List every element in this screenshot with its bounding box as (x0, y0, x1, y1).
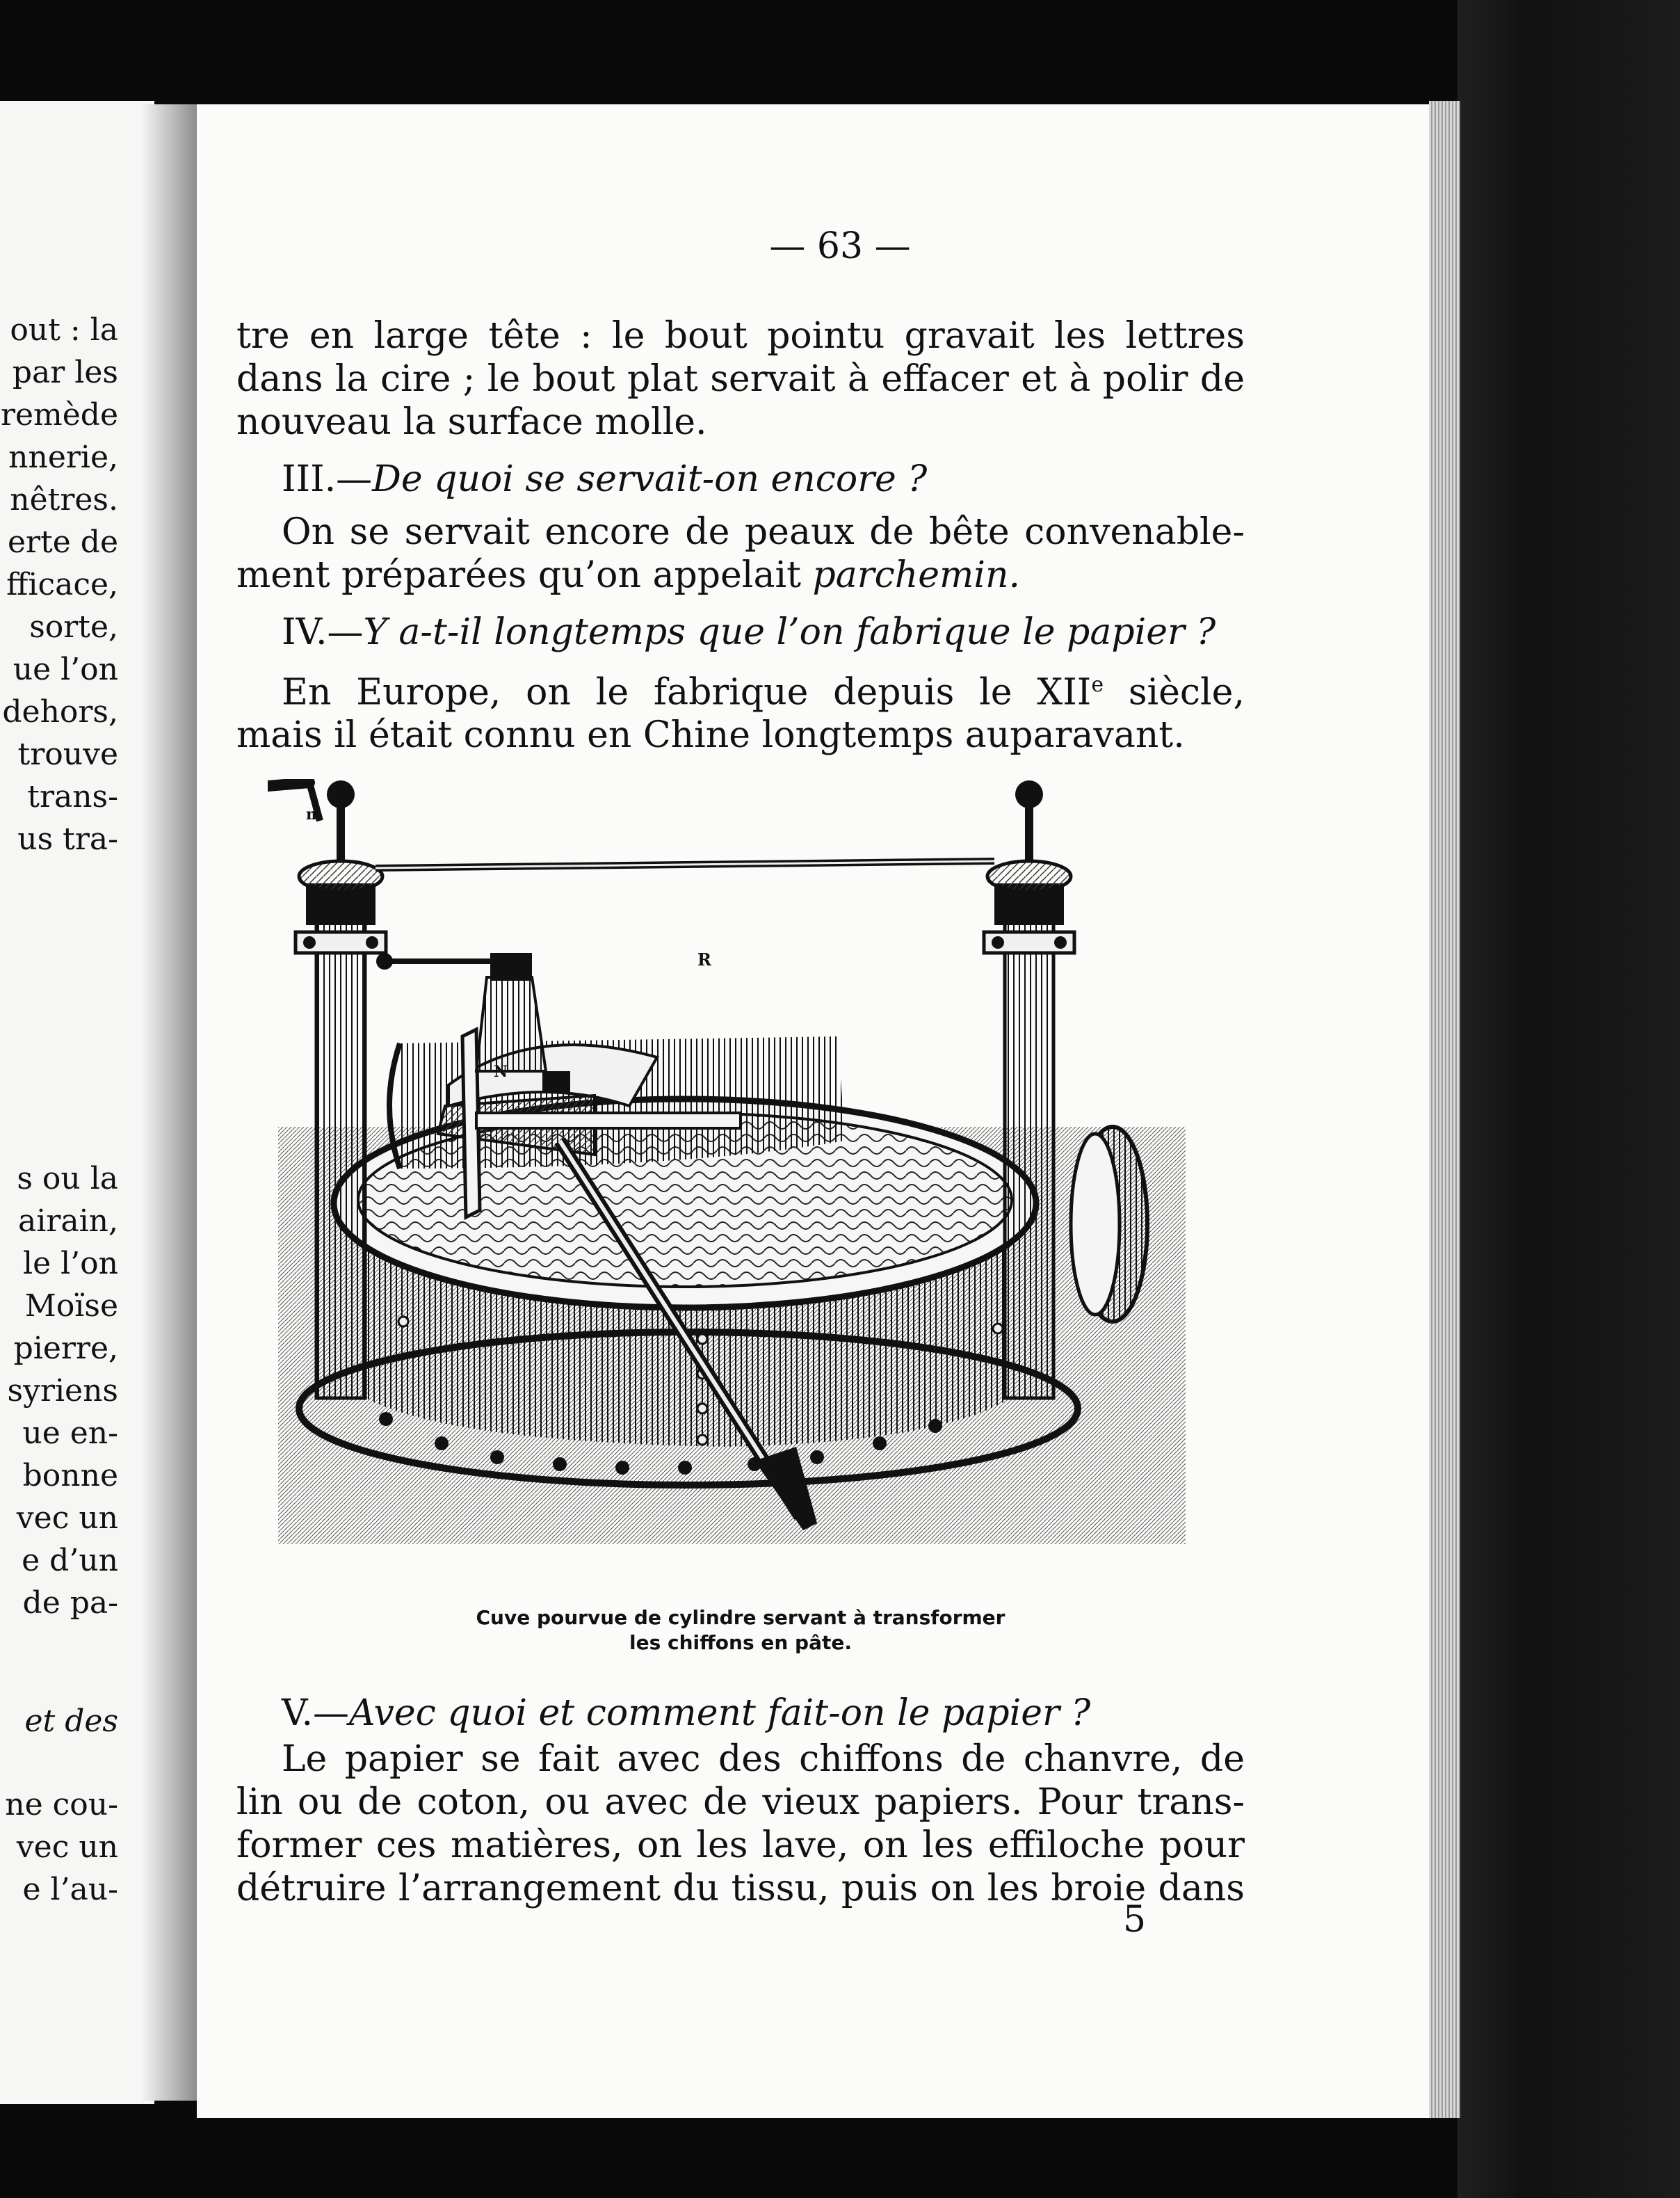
answer-line: former ces matières, on les lave, on les effiloche pour (236, 1824, 1245, 1866)
page-edges (1429, 101, 1460, 2118)
text-bottom-section (236, 1692, 1245, 1910)
left-page-line: et des (24, 1703, 118, 1739)
left-page-line: nêtres. (10, 482, 118, 518)
left-page-line: dehors, (2, 694, 118, 730)
background-dark-right (1457, 0, 1680, 2198)
left-page-line: pierre, (13, 1331, 118, 1366)
left-page (0, 101, 154, 2104)
left-page-line: s ou la (17, 1161, 118, 1196)
left-page-line: airain, (18, 1203, 118, 1239)
answer-line: lin ou de coton, ou avec de vieux papiers. Pour trans- (236, 1781, 1245, 1823)
answer-line (236, 664, 1245, 714)
question-number: III.— (282, 458, 373, 500)
left-page-line: bonne (22, 1458, 118, 1493)
question-text: De quoi se servait-on encore ? (372, 458, 928, 500)
left-post (316, 918, 365, 1398)
left-page-line: e l’au- (22, 1872, 118, 1907)
left-page-line: de pa- (22, 1585, 118, 1621)
right-post (1005, 918, 1053, 1398)
left-page-line: ne cou- (5, 1787, 118, 1822)
crank-handle (268, 783, 309, 786)
left-page-line: fficace, (6, 567, 118, 602)
answer-line (236, 554, 1245, 597)
question-text: Avec quoi et comment fait-on le papier ? (349, 1692, 1091, 1734)
paragraph-line: nouveau la surface molle. (236, 401, 707, 443)
left-page-line: e d’un (22, 1543, 118, 1578)
answer-text: siècle, (1104, 671, 1245, 714)
left-page-line: syriens (7, 1373, 118, 1409)
figure-label-r: R (697, 949, 711, 970)
signature-mark: 5 (1123, 1899, 1147, 1941)
left-page-line: le l’on (23, 1246, 118, 1281)
paragraph-line: dans la cire ; le bout plat servait à effacer et à polir de (236, 358, 1245, 400)
superscript: e (1091, 673, 1104, 697)
left-page-line: par les (12, 355, 118, 390)
answer-text: En Europe, on le fabrique depuis le XII (282, 671, 1092, 714)
left-page-line: nnerie, (8, 440, 118, 475)
left-page-line: ue en- (22, 1415, 118, 1451)
answer-line: Le papier se fait avec des chiffons de chanvre, de (282, 1738, 1245, 1780)
answer-text: ment préparées qu’on appelait (236, 554, 813, 596)
question-number: V.— (282, 1692, 349, 1734)
question-5 (236, 1692, 1245, 1735)
left-page-line: vec un (16, 1829, 118, 1865)
answer-line: On se servait encore de peaux de bête convenable- (282, 511, 1245, 553)
left-page-line: sorte, (29, 609, 118, 645)
screw-column (476, 977, 546, 1071)
left-page-line: remède (0, 397, 118, 433)
left-page-line: ue l’on (13, 652, 118, 687)
left-page-line: erte de (8, 524, 118, 560)
book-gutter (143, 104, 197, 2101)
question-number: IV.— (282, 611, 364, 653)
paragraph-line: tre en large tête : le bout pointu gravait les lettres (236, 315, 1245, 357)
text-top-section (236, 314, 1245, 757)
figure-label-m: m (306, 805, 323, 824)
left-page-line: Moïse (24, 1288, 118, 1324)
answer-line: mais il était connu en Chine longtemps auparavant. (236, 714, 1185, 757)
question-4 (236, 611, 1245, 654)
left-page-line: vec un (16, 1500, 118, 1536)
figure-caption (236, 1605, 1245, 1655)
left-page-line: trans- (27, 779, 118, 815)
page-number: — 63 — (769, 225, 911, 267)
caption-line: Cuve pourvue de cylindre servant à transformer (476, 1606, 1005, 1629)
left-page-line: us tra- (17, 821, 118, 857)
answer-line: détruire l’arrangement du tissu, puis on les broie dans (236, 1868, 1245, 1909)
caption-line: les chiffons en pâte. (629, 1631, 853, 1654)
question-text: Y a-t-il longtemps que l’on fabrique le papier ? (363, 611, 1216, 653)
question-3 (236, 458, 1245, 501)
paper-vat-engraving (268, 779, 1193, 1572)
left-page-line: out : la (10, 312, 118, 348)
left-page-line: trouve (17, 737, 118, 772)
answer-italic-term: parchemin. (812, 554, 1020, 596)
figure-label-n: N (494, 1063, 508, 1081)
